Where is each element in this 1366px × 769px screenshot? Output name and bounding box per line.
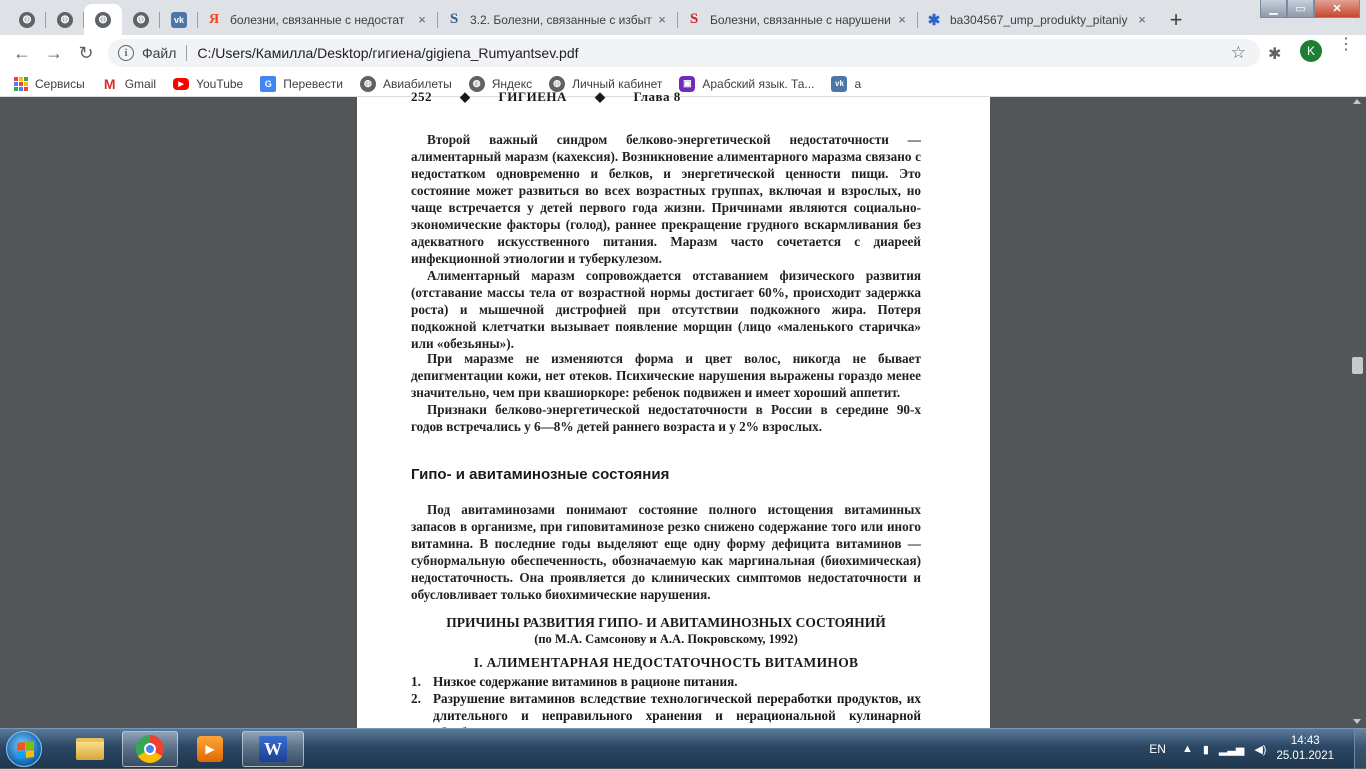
globe-icon: ◍ (360, 76, 376, 92)
vertical-scrollbar[interactable] (1349, 97, 1366, 728)
apps-grid-dot (24, 82, 28, 86)
tab-pinned-1[interactable] (8, 4, 46, 35)
globe-icon: ◍ (469, 76, 485, 92)
paragraph: Второй важный синдром белково-энергетической недостаточности — алиментарный маразм (кахексия). Возникновение алиментарного маразма связано с недостатком одновременно и белков, и энергетической ценности пищи. Это состояние может развиться во всех возрастных группах, включая и взрослых, но чаще встречается у детей первого года жизни. Причинами являются социально-экономические факторы (голод), раннее прекращение грудного вскармливания без адекватного искусственного питания. Маразм часто сочетается с диареей инфекционной этиологии и туберкулезом. (411, 132, 921, 266)
studme-icon: S (689, 11, 699, 27)
new-tab-button[interactable]: + (1169, 7, 1183, 32)
windows-taskbar (0, 728, 1366, 768)
url-scheme-label: Файл (142, 45, 177, 61)
close-icon[interactable]: × (658, 12, 666, 27)
bookmarks-bar (0, 71, 1366, 97)
globe-icon: ◍ (95, 12, 111, 28)
globe-icon: ◍ (57, 12, 73, 28)
list-item (411, 673, 921, 690)
book-title: ГИГИЕНА (498, 89, 567, 104)
scroll-up-icon[interactable] (1353, 99, 1361, 104)
chrome-icon (136, 735, 164, 763)
youtube-icon: ▶ (173, 78, 189, 90)
list-text: Разрушение витаминов вследствие технологической переработки продуктов, их длительного и неправильного хранения и нерациональной кулинарной (433, 691, 921, 723)
running-head (411, 89, 681, 105)
globe-icon: ◍ (133, 12, 149, 28)
bookmark-star-icon[interactable]: ☆ (1230, 43, 1246, 62)
close-window-button[interactable]: ✕ (1314, 0, 1360, 18)
bookmark-gmail[interactable] (102, 76, 156, 92)
bookmark-services[interactable] (14, 77, 85, 91)
taskbar-chrome[interactable] (122, 731, 178, 767)
tab-studfiles[interactable] (438, 4, 678, 35)
browser-toolbar (0, 35, 1366, 71)
bookmark-label: Gmail (124, 76, 157, 91)
taskbar-explorer[interactable] (62, 731, 118, 767)
bookmark-label: YouTube (196, 76, 244, 91)
bookmark-label: Авиабилеты (382, 76, 452, 91)
language-indicator[interactable]: EN (1149, 742, 1166, 756)
extensions-icon[interactable]: ✱ (1268, 46, 1282, 63)
tab-title: 3.2. Болезни, связанные с избыт (470, 12, 652, 27)
page-number: 252 (411, 89, 432, 104)
tab-studme[interactable] (678, 4, 918, 35)
chrome-menu-icon[interactable]: ⋮ (1338, 36, 1354, 53)
close-icon[interactable]: × (418, 12, 426, 27)
gmail-icon: M (103, 75, 116, 92)
omnibox-divider (186, 45, 187, 61)
battery-icon[interactable]: ▮ (1202, 743, 1209, 756)
pdf-page (357, 89, 990, 728)
apps-grid-dot (19, 82, 23, 86)
tab-title: Болезни, связанные с нарушени (710, 12, 891, 27)
taskbar-media-player[interactable] (182, 731, 238, 767)
tab-ump-pdf[interactable] (918, 4, 1158, 35)
network-signal-icon[interactable]: ▂▃▅ (1218, 743, 1245, 756)
scroll-thumb[interactable] (1352, 357, 1363, 374)
tab-pinned-4[interactable] (122, 4, 160, 35)
tab-title: болезни, связанные с недостат (230, 12, 405, 27)
apps-grid-dot (14, 87, 18, 91)
section-paragraph: Под авитаминозами понимают состояние полного истощения витаминных запасов в организме, при гиповитаминозе резко снижено содержание того или иного витамина. В последние годы выделяют еще одну форму дефицита витаминов — субнормальную обеспеченность, обозначаемую как маргинальная (биохимическая) недостаточность. Она проявляется до клинических симптомов недостаточности и обусловливает только биохимические нарушения. (411, 502, 921, 602)
apps-grid-dot (24, 87, 28, 91)
tab-active-pdf[interactable] (84, 4, 122, 35)
close-icon[interactable]: × (1138, 12, 1146, 27)
close-icon[interactable]: × (898, 12, 906, 27)
bookmark-youtube[interactable] (173, 77, 243, 91)
taskbar-word[interactable] (242, 731, 304, 767)
bookmark-label: Арабский язык. Та... (702, 76, 815, 91)
minimize-button[interactable]: ▁ (1260, 0, 1287, 18)
vk-icon: vk (171, 12, 187, 28)
globe-icon: ◍ (19, 12, 35, 28)
back-button[interactable]: ← (13, 42, 31, 63)
tab-strip (0, 0, 1366, 35)
address-bar[interactable] (108, 39, 1260, 67)
list-text: Низкое содержание витаминов в рационе питания. (433, 674, 738, 689)
tab-title: ba304567_ump_produkty_pitaniy (950, 12, 1128, 27)
bookmark-label: Яндекс (491, 76, 533, 91)
volume-icon[interactable]: ◀) (1254, 743, 1267, 756)
bookmark-label: Перевести (283, 76, 343, 91)
bookmark-translate[interactable] (260, 76, 343, 92)
clock[interactable] (1276, 734, 1334, 764)
forward-button[interactable]: → (45, 42, 63, 63)
apps-grid-dot (19, 77, 23, 81)
system-tray (1149, 729, 1366, 769)
bookmark-label: Личный кабинет (572, 76, 663, 91)
tab-yandex-search[interactable] (198, 4, 438, 35)
vk-icon: vk (831, 76, 847, 92)
folder-icon (76, 738, 104, 760)
chapter-label: Глава 8 (633, 89, 681, 104)
apps-grid-dot (14, 82, 18, 86)
apps-grid-dot (19, 87, 23, 91)
clock-date: 25.01.2021 (1276, 750, 1334, 762)
yandex-icon: Я (208, 11, 220, 27)
translate-icon: G (260, 76, 276, 92)
reload-button[interactable]: ↻ (78, 42, 94, 63)
head-marker: ◆ (594, 89, 606, 104)
subsection-heading: I. АЛИМЕНТАРНАЯ НЕДОСТАТОЧНОСТЬ ВИТАМИНОВ (473, 655, 859, 670)
apps-grid-dot (24, 77, 28, 81)
studfiles-icon: S (449, 11, 459, 27)
start-button[interactable] (6, 731, 42, 767)
media-player-icon: ▶ (197, 736, 223, 762)
list-number: 1. (411, 674, 421, 689)
pdf-viewer[interactable] (0, 89, 1366, 728)
table-title: ПРИЧИНЫ РАЗВИТИЯ ГИПО- И АВИТАМИНОЗНЫХ СОСТОЯНИЙ (446, 615, 886, 630)
course-icon: ▣ (679, 76, 695, 92)
clock-time: 14:43 (1290, 735, 1320, 747)
bookmark-arabic[interactable] (679, 76, 814, 92)
show-desktop-button[interactable] (1354, 729, 1366, 769)
tray-expand-icon[interactable]: ▲ (1181, 743, 1193, 755)
globe-icon: ◍ (549, 76, 565, 92)
maximize-button[interactable]: ▭ (1287, 0, 1314, 18)
table-subtitle: (по М.А. Самсонову и А.А. Покровскому, 1992) (534, 632, 798, 646)
paragraph: Алиментарный маразм сопровождается отставанием физического развития (отставание массы тела от возрастной нормы достигает 60%, происходит задержка роста) и мышечной дистрофией при отсутствии подкожного жира. Потеря подкожной клетчатки вызывает появление морщин (лицо «маленького старичка» или «обезьяны»). (411, 268, 921, 351)
medical-icon: ✱ (927, 11, 941, 29)
apps-grid-dot (14, 77, 18, 81)
profile-avatar[interactable]: K (1300, 40, 1322, 62)
tab-pinned-2[interactable] (46, 4, 84, 35)
head-marker: ◆ (460, 89, 471, 104)
info-icon[interactable]: i (118, 45, 134, 61)
word-icon: W (259, 736, 287, 762)
url-text[interactable]: C:/Users/Камилла/Desktop/гигиена/gigiena_Rumyantsev.pdf (197, 45, 579, 61)
paragraph: При маразме не изменяются форма и цвет волос, никогда не бывает депигментации кожи, нет отеков. Психические нарушения выражены гораздо менее значительно, чем при квашиоркоре: ребенок подвижен и имеет хороший аппетит. (411, 351, 921, 400)
tab-vk[interactable] (160, 4, 198, 35)
bookmark-vk[interactable] (831, 76, 861, 92)
list-number: 2. (411, 691, 421, 706)
section-heading: Гипо- и авитаминозные состояния (411, 466, 670, 483)
apps-grid-icon (14, 77, 28, 91)
bookmark-label: а (854, 76, 862, 91)
windows-logo-icon (17, 741, 33, 759)
scroll-down-icon[interactable] (1353, 719, 1361, 724)
bookmark-label: Сервисы (35, 76, 85, 91)
paragraph: Признаки белково-энергетической недостаточности в России в середине 90-х годов встречались у 6—8% детей раннего возраста и у 2% взрослых. (411, 402, 921, 434)
window-controls (1260, 0, 1360, 18)
